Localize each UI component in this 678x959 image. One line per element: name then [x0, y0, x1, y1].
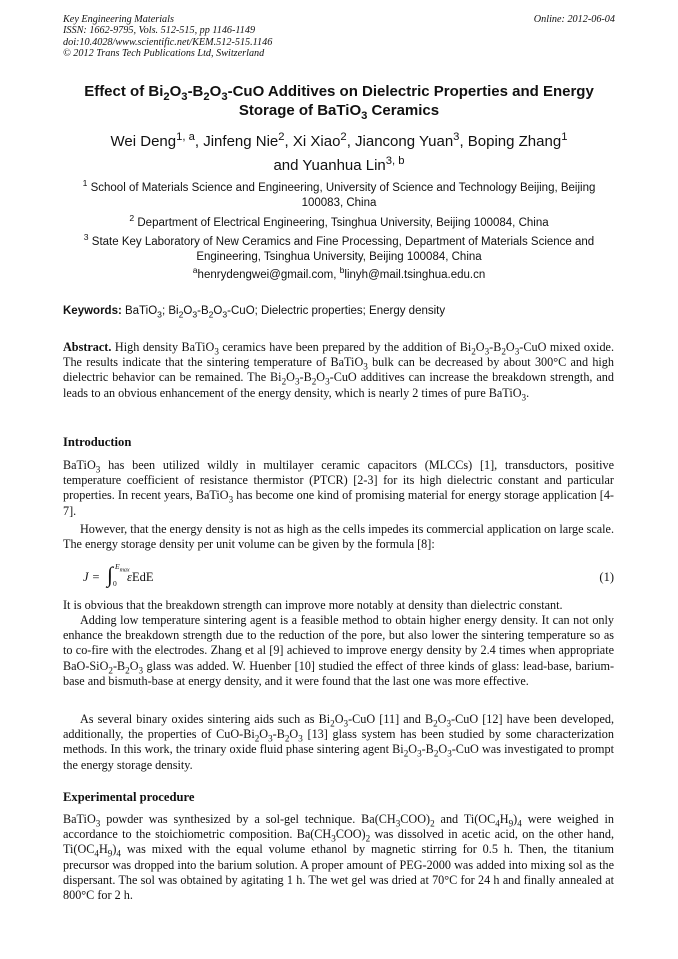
email-b-link[interactable]: linyh@mail.tsinghua.edu.cn: [344, 269, 486, 281]
equation-rhs: εEdE: [127, 570, 154, 584]
doi-line: doi:10.4028/www.scientific.net/KEM.512-515.1146: [63, 36, 273, 48]
journal-name: Key Engineering Materials: [63, 14, 174, 25]
equation-number: (1): [599, 570, 614, 584]
equation-lhs: J =: [83, 570, 101, 584]
intro-paragraph-1: BaTiO$_3$ has been utilized wildly in multilayer ceramic capacitors (MLCCs) [1], transductors, positive temperature coefficient of resistance thermistor (PTCR) [2-3] for its high dielectric constant and particular properties. In recent years, BaTiO$_3$ has become one kind of promising material for energy storage application [4-7].: [63, 458, 614, 518]
experimental-paragraph: BaTiO$_3$ powder was synthesized by a sol-gel technique. $Ba(CH_3COO)_2$ and $Ti(OC_4H_9)_4$ were weighed in accordance to the stoichiometric composition. $Ba(CH_3COO)_2$ was dissolved in acetic acid, on the other hand, $Ti(OC_4H_9)_4$ was mixed with the equal volume ethanol by magnetic stirring for 0.5 h. Then, the titanium precursor was dropped into the barium solution. A proper amount of PEG-2000 was added into mixing sol as the dispersant. The sol was obtained by agitating 1 h. The wet gel was dried at 70°C for 24 h and finally annealed at 800°C for 2 h.: [63, 812, 614, 903]
intro-paragraph-2: However, that the energy density is not as high as the cells impedes its commercial application on large scale. The energy storage density per unit volume can be given by the formula [8]:: [63, 522, 614, 552]
introduction-heading: Introduction: [63, 435, 132, 449]
online-date: Online: 2012-06-04: [533, 14, 615, 25]
integral-upper-bound: $E_{max}$: [115, 562, 130, 574]
copyright-line: © 2012 Trans Tech Publications Ltd, Switzerland: [63, 48, 265, 60]
abstract-label: Abstract.: [63, 340, 112, 354]
equation-1: [63, 564, 614, 590]
abstract: Abstract. High density BaTiO$_3$ ceramics have been prepared by the addition of $Bi_2O_3-B_2O_3$-CuO mixed oxide. The results indicate that the sintering temperature of BaTiO$_3$ bulk can be decreased by about 300°C and high dielectric behavior can be remained. The $Bi_2O_3-B_2O_3$-CuO additives can increase the breakdown strength, and leads to an obvious enhancement of the energy density, which is nearly 2 times of pure BaTiO$_3$.: [63, 340, 614, 403]
keywords: Keywords: BaTiO$_3$; $Bi_2O_3-B_2O_3$-CuO; Dielectric properties; Energy density: [63, 305, 446, 320]
affiliation-3: $^3$ State Key Laboratory of New Ceramics and Fine Processing, Department of Materials Science and Engineering, Tsinghua University, Beijing 100084, China: [83, 232, 595, 263]
author-list: Wei Deng$^{1, a}$, Jinfeng Nie$^2$, Xi Xiao$^2$, Jiancong Yuan$^3$, Boping Zhang$^1$ and Yuanhua Lin$^{3, b}$: [110, 131, 568, 174]
intro-paragraph-5: As several binary oxides sintering aids such as $Bi_2O_3$-CuO [11] and $B_2O_3$-CuO [12] have been developed, additionally, the properties of CuO-$Bi_2O_3-B_2O_3$ [13] glass system has been studied by some characterization methods. In this work, the trinary oxide fluid phase sintering agent $Bi_2O_3-B_2O_3$-CuO was investigated to prompt the energy storage density.: [63, 712, 614, 772]
experimental-heading: Experimental procedure: [63, 790, 195, 804]
integral-lower-bound: 0: [113, 579, 117, 588]
affiliation-1: $^1$ School of Materials Science and Engineering, University of Science and Technology Beijing, Beijing 100083, China: [82, 178, 596, 209]
affiliation-2: $^2$ Department of Electrical Engineering, Tsinghua University, Beijing 100084, China: [129, 213, 549, 229]
email-line: $^a$henrydengwei@gmail.com, $^b$linyh@mail.tsinghua.edu.cn: [192, 265, 486, 281]
journal-header: [63, 14, 615, 60]
email-a-link[interactable]: henrydengwei@gmail.com,: [197, 269, 340, 281]
keywords-label: Keywords:: [63, 305, 122, 317]
intro-paragraph-3: It is obvious that the breakdown strength can improve more notably at density than dielectric constant.: [63, 598, 563, 612]
issn-line: ISSN: 1662-9795, Vols. 512-515, pp 1146-1149: [63, 25, 256, 37]
integral-sign: ∫: [107, 562, 114, 587]
intro-paragraph-4: Adding low temperature sintering agent is a feasible method to obtain higher energy density. It can not only enhance the breakdown strength due to the reduction of the pore, but also lower the sintering temperature so as to co-fire with the electrodes. Zhang et al [9] achieved to improve energy density by 2.4 times when appropriate BaO-$SiO_2-B_2O_3$ glass was added. W. Huenber [10] studied the effect of three kinds of glass: lead-base, barium-base and bismuth-base at energy density, and it were found that the last one was more effective.: [63, 613, 614, 688]
paper-title: Effect of $Bi_2O_3-B_2O_3$-CuO Additives on Dielectric Properties and Energy Storage of BaTiO$_3$ Ceramics: [84, 83, 594, 122]
